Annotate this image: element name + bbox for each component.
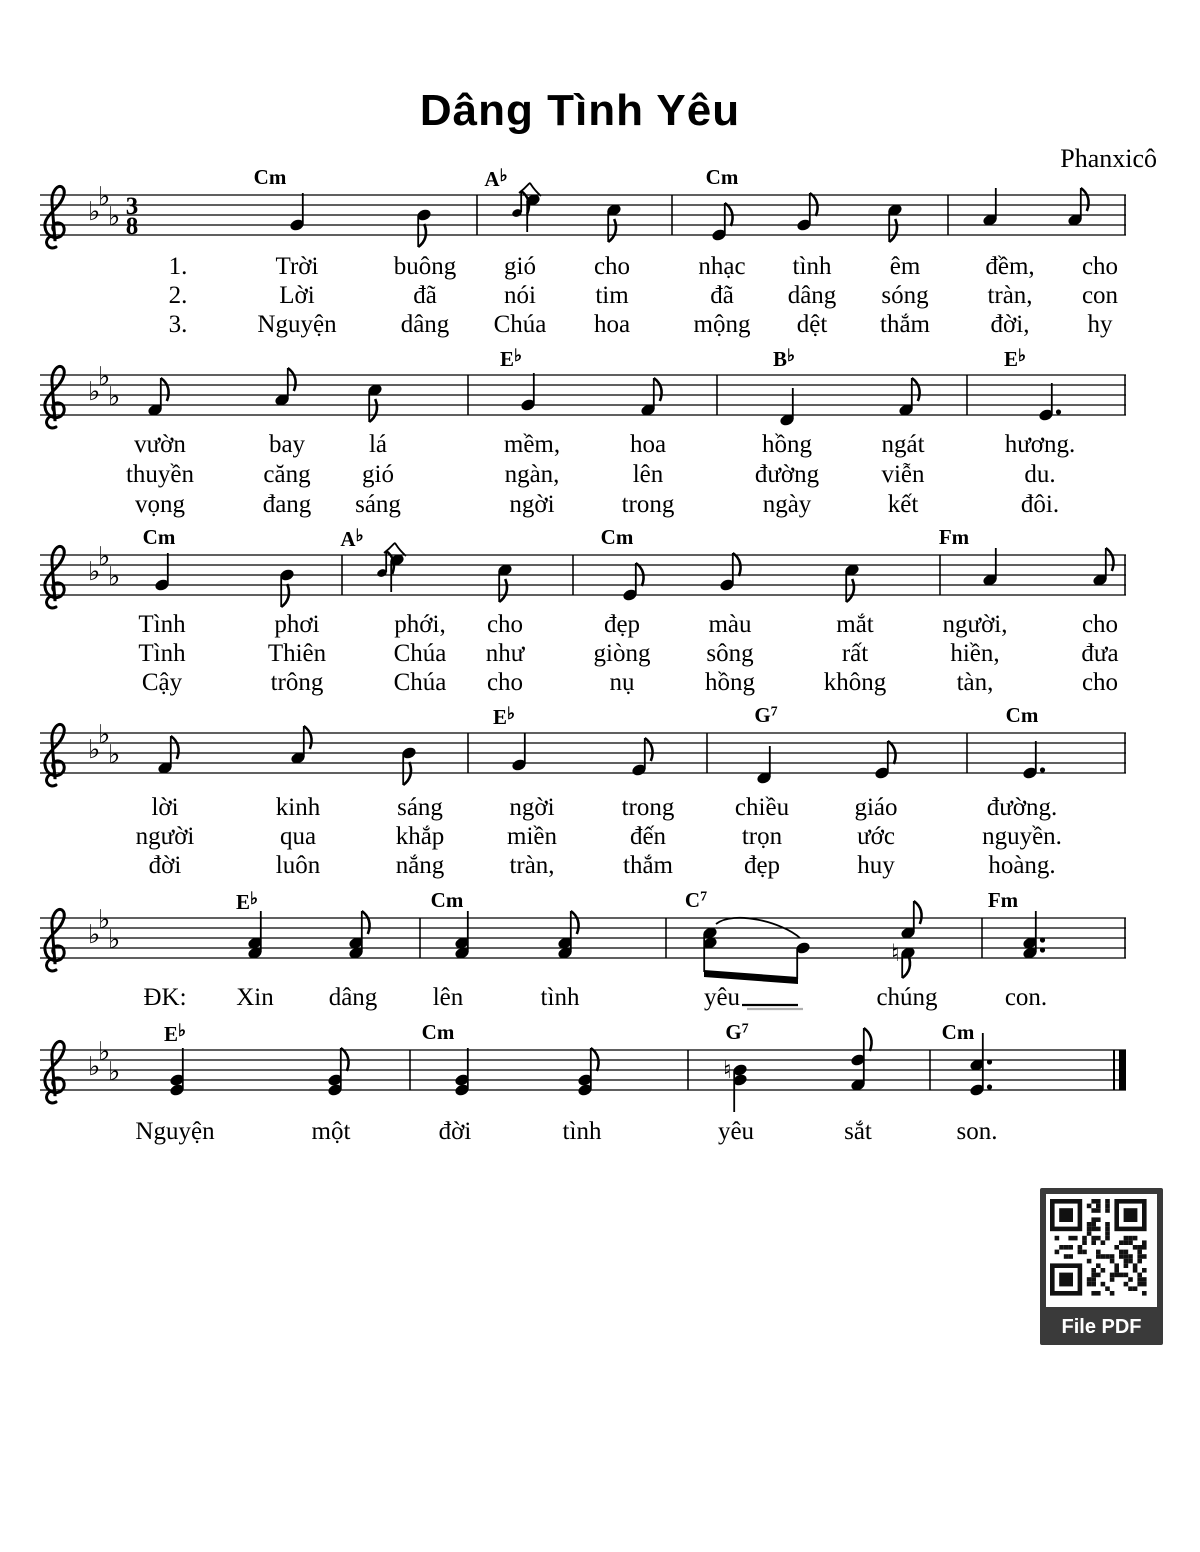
slur <box>519 183 541 196</box>
flat-key-signature-icon: ♭ <box>88 735 101 765</box>
flat-key-signature-icon: ♭ <box>108 740 121 770</box>
chord-label: $G^7$ <box>754 703 778 727</box>
lyric-syllable: Tình <box>138 611 186 638</box>
lyric-syllable: huy <box>857 852 895 879</box>
chord-label: Cm <box>253 165 287 189</box>
lyric-syllable: thắm <box>623 852 673 879</box>
lyric-syllable: nguyền. <box>982 823 1062 850</box>
lyric-syllable: đưa <box>1081 640 1119 667</box>
chord-label: Fm <box>987 888 1019 912</box>
lyric-syllable: hương. <box>1004 431 1076 458</box>
chord-label: E♭ <box>499 346 523 372</box>
lyric-syllable: 2. <box>168 282 188 309</box>
lyric-syllable: cho <box>1081 253 1119 280</box>
eighth-flag-icon <box>571 911 579 934</box>
lyric-syllable: chúng <box>876 984 938 1011</box>
lyric-syllable: trọn <box>741 823 783 850</box>
lyric-syllable: thắm <box>880 311 930 338</box>
composer-name: Phanxicô <box>1060 144 1157 173</box>
chord-label: Cm <box>421 1020 455 1044</box>
lyric-syllable: đời <box>148 852 182 879</box>
lyric-syllable: như <box>485 640 525 667</box>
song-title: Dâng Tình Yêu <box>419 86 741 135</box>
eighth-flag-icon <box>889 219 897 242</box>
lyric-syllable: dâng <box>400 311 450 338</box>
lyric-syllable: sáng <box>355 491 401 518</box>
lyric-syllable: lên <box>632 461 664 488</box>
lyric-syllable: nhạc <box>698 253 746 280</box>
lyric-syllable: nụ <box>609 669 635 696</box>
lyric-syllable: trông <box>270 669 324 696</box>
chord-label: Cm <box>1005 703 1039 727</box>
chord-label: B♭ <box>772 346 796 372</box>
chord-label: A♭ <box>484 166 508 192</box>
augmentation-dot <box>1040 947 1045 952</box>
augmentation-dot <box>987 1084 992 1089</box>
lyric-syllable: đẹp <box>603 611 641 638</box>
chord-label: Fm <box>938 525 970 549</box>
lyric-syllable: ĐK: <box>143 984 187 1011</box>
lyric-syllable: đẹp <box>743 852 781 879</box>
lyric-syllable: giòng <box>593 640 651 667</box>
lyric-syllable: đường <box>754 461 820 488</box>
lyric-syllable: yêu <box>703 984 741 1011</box>
flat-key-signature-icon: ♭ <box>98 1037 111 1067</box>
lyric-syllable: bay <box>268 431 306 458</box>
eighth-flag-icon <box>369 399 377 422</box>
lyric-syllable: ngời <box>509 794 555 821</box>
lyric-syllable: tim <box>595 282 629 309</box>
lyric-syllable: hồng <box>762 431 812 458</box>
lyric-syllable: đời <box>438 1118 472 1145</box>
eighth-flag-icon <box>654 378 662 401</box>
chord-label: Cm <box>430 888 464 912</box>
lyric-syllable: khắp <box>395 823 445 850</box>
slur <box>384 543 406 556</box>
lyric-syllable: đôi. <box>1020 491 1060 518</box>
lyric-syllable: hiền, <box>950 640 1000 667</box>
flat-key-signature-icon: ♭ <box>108 202 121 232</box>
flat-key-signature-icon: ♭ <box>108 1057 121 1087</box>
lyric-syllable: hoa <box>593 311 631 338</box>
treble-clef-icon <box>45 546 64 607</box>
qr-code-block <box>1040 1188 1163 1345</box>
chord-label: Cm <box>600 525 634 549</box>
lyric-syllable: 1. <box>168 253 188 280</box>
lyric-syllable: giáo <box>854 794 898 821</box>
lyric-syllable: sắt <box>844 1118 872 1145</box>
lyric-syllable: Chúa <box>393 640 447 667</box>
augmentation-dot <box>1056 409 1061 414</box>
lyric-syllable: ước <box>857 823 895 850</box>
treble-clef-icon <box>45 1041 64 1102</box>
eighth-flag-icon <box>288 368 296 391</box>
lyric-syllable: dâng <box>328 984 378 1011</box>
chord-label: $C^7$ <box>684 888 708 912</box>
lyric-syllable: Chúa <box>393 669 447 696</box>
lyric-syllable: tràn, <box>509 852 555 879</box>
flat-key-signature-icon: ♭ <box>98 720 111 750</box>
flat-key-signature-icon: ♭ <box>108 382 121 412</box>
qr-code <box>1046 1194 1157 1307</box>
flat-key-signature-icon: ♭ <box>108 562 121 592</box>
chord-label: E♭ <box>1003 346 1027 372</box>
lyric-syllable: mắt <box>836 611 874 638</box>
treble-clef-icon <box>45 186 64 247</box>
lyric-syllable: sóng <box>881 282 929 309</box>
lyric-syllable: tình <box>562 1118 602 1145</box>
lyric-syllable: lời <box>151 794 179 821</box>
lyric-syllable: đã <box>710 282 734 309</box>
lyric-syllable: Nguyện <box>135 1118 215 1145</box>
lyric-syllable: tình <box>792 253 832 280</box>
eighth-flag-icon <box>171 736 179 759</box>
lyric-syllable: hoàng. <box>988 852 1056 879</box>
eighth-flag-icon <box>1081 188 1089 211</box>
lyric-syllable: kết <box>887 491 919 518</box>
lyric-syllable: phơi <box>274 611 320 638</box>
lyric-syllable: tàn, <box>956 669 994 696</box>
natural-accidental-icon: ♮ <box>891 939 900 967</box>
lyric-syllable: đến <box>629 823 667 850</box>
eighth-flag-icon <box>499 579 507 602</box>
lyric-syllable: sông <box>706 640 754 667</box>
lyric-syllable: người, <box>942 611 1008 638</box>
lyric-syllable: cho <box>486 611 524 638</box>
lyric-syllable: Trời <box>275 253 319 280</box>
lyric-syllable: một <box>311 1118 351 1145</box>
lyric-syllable: tràn, <box>987 282 1033 309</box>
eighth-flag-icon <box>914 901 922 924</box>
chord-label: Cm <box>705 165 739 189</box>
lyric-syllable: viễn <box>881 461 925 488</box>
lyric-syllable: cho <box>1081 669 1119 696</box>
lyric-syllable: Cậy <box>141 669 183 696</box>
eighth-flag-icon <box>608 219 616 242</box>
eighth-flag-icon <box>846 579 854 602</box>
chord-label: Cm <box>142 525 176 549</box>
lyric-syllable: yêu <box>717 1118 755 1145</box>
flat-key-signature-icon: ♭ <box>108 925 121 955</box>
eighth-flag-icon <box>304 726 312 749</box>
augmentation-dot <box>987 1059 992 1064</box>
lyric-syllable: buông <box>393 253 457 280</box>
chord-label: $G^7$ <box>725 1020 749 1044</box>
lyric-syllable: cho <box>1081 611 1119 638</box>
lyric-syllable: đang <box>262 491 312 518</box>
lyric-syllable: con <box>1081 282 1119 309</box>
lyric-syllable: tình <box>540 984 580 1011</box>
lyric-syllable: miền <box>507 823 557 850</box>
lyric-syllable: cho <box>486 669 524 696</box>
lyric-syllable: không <box>823 669 887 696</box>
lyric-syllable: chiều <box>734 794 790 821</box>
lyric-syllable: Nguyện <box>257 311 337 338</box>
lyric-syllable: con. <box>1004 984 1048 1011</box>
lyric-syllable: đường. <box>986 794 1058 821</box>
lyric-syllable: Lời <box>279 282 315 309</box>
chord-label: E♭ <box>163 1021 187 1047</box>
lyric-syllable: dệt <box>796 311 828 338</box>
lyric-syllable: người <box>135 823 195 850</box>
lyric-syllable: êm <box>889 253 921 280</box>
flat-key-signature-icon: ♭ <box>88 1052 101 1082</box>
lyric-syllable: son. <box>956 1118 998 1145</box>
lyric-syllable: hồng <box>705 669 755 696</box>
lyric-syllable: du. <box>1024 461 1056 488</box>
time-signature-lower: 8 <box>125 213 139 240</box>
lyric-syllable: đã <box>413 282 437 309</box>
lyric-syllable: Tình <box>138 640 186 667</box>
treble-clef-icon <box>45 909 64 970</box>
flat-key-signature-icon: ♭ <box>88 557 101 587</box>
eighth-flag-icon <box>912 378 920 401</box>
lyric-syllable: kinh <box>275 794 321 821</box>
lyric-syllable: đềm, <box>985 253 1035 280</box>
lyric-syllable: rất <box>841 640 869 667</box>
chord-label: Cm <box>941 1020 975 1044</box>
lyric-syllable: 3. <box>168 311 188 338</box>
lyric-syllable: sáng <box>397 794 443 821</box>
eighth-flag-icon <box>1106 548 1114 571</box>
lyric-syllable: mộng <box>693 311 751 338</box>
lyric-syllable: đời, <box>990 311 1030 338</box>
lyric-syllable: gió <box>362 461 394 488</box>
lyric-syllable: nói <box>504 282 536 309</box>
lyric-syllable: ngời <box>509 491 555 518</box>
lyric-syllable: màu <box>708 611 752 638</box>
lyric-syllable: mềm, <box>503 431 561 458</box>
treble-clef-icon <box>45 724 64 785</box>
lyric-syllable: thuyền <box>125 461 195 488</box>
lyric-syllable: ngát <box>881 431 925 458</box>
treble-clef-icon <box>45 366 64 427</box>
lyric-syllable: vọng <box>135 491 185 518</box>
lyric-syllable: căng <box>263 461 311 488</box>
natural-accidental-icon: ♮ <box>723 1056 732 1084</box>
flat-key-signature-icon: ♭ <box>88 920 101 950</box>
eighth-flag-icon <box>362 911 370 934</box>
augmentation-dot <box>1040 767 1045 772</box>
flat-key-signature-icon: ♭ <box>88 377 101 407</box>
eighth-flag-icon <box>864 1028 872 1051</box>
augmentation-dot <box>1040 937 1045 942</box>
lyric-syllable: trong <box>621 794 675 821</box>
lyric-syllable: lá <box>368 431 388 458</box>
lyric-syllable: gió <box>504 253 536 280</box>
lyric-syllable: trong <box>621 491 675 518</box>
eighth-flag-icon <box>161 378 169 401</box>
flat-key-signature-icon: ♭ <box>98 905 111 935</box>
lyric-syllable: ngàn, <box>504 461 560 488</box>
lyric-syllable: phới, <box>394 611 446 638</box>
lyric-syllable: Chúa <box>493 311 547 338</box>
eighth-flag-icon <box>645 738 653 761</box>
lyric-syllable: cho <box>593 253 631 280</box>
chord-label: A♭ <box>340 526 364 552</box>
lyric-syllable: hy <box>1087 311 1113 338</box>
lyric-syllable: qua <box>279 823 317 850</box>
flat-key-signature-icon: ♭ <box>88 197 101 227</box>
chord-label: E♭ <box>492 704 516 730</box>
lyric-syllable: luôn <box>275 852 321 879</box>
lyric-syllable: Xin <box>236 984 274 1011</box>
lyric-syllable: hoa <box>629 431 667 458</box>
lyric-syllable: vườn <box>134 431 186 458</box>
lyric-syllable: ngày <box>762 491 812 518</box>
lyric-syllable: nắng <box>395 852 445 879</box>
flat-key-signature-icon: ♭ <box>98 542 111 572</box>
flat-key-signature-icon: ♭ <box>98 182 111 212</box>
time-signature-upper: 3 <box>125 193 139 220</box>
chord-label: E♭ <box>235 889 259 915</box>
flat-key-signature-icon: ♭ <box>98 362 111 392</box>
beam <box>704 970 798 984</box>
lyric-syllable: Thiên <box>267 640 327 667</box>
lyric-syllable: lên <box>432 984 464 1011</box>
qr-file-pdf-label: File PDF <box>1061 1316 1142 1338</box>
lyric-syllable: dâng <box>787 282 837 309</box>
final-barline-thick <box>1119 1050 1126 1090</box>
